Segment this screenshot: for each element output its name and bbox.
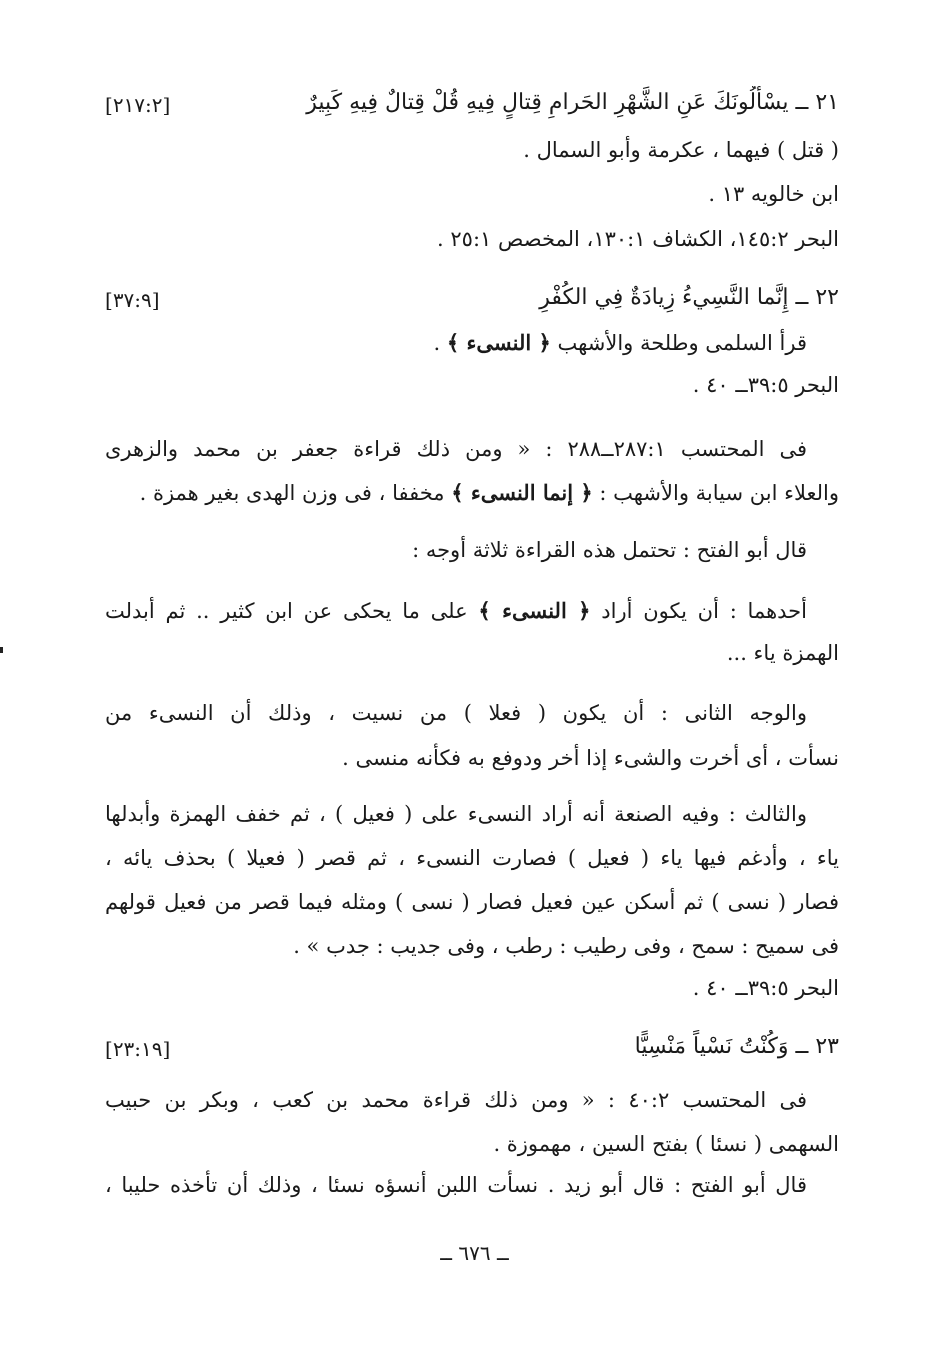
- verse-22-reference: [٣٧:٩]: [105, 288, 160, 312]
- verse-21-reference: [٢١٧:٢]: [105, 93, 171, 117]
- abu-fath-statement-2: قال أبو الفتح : قال أبو زيد . نسأت اللبن أنسؤه نسئا ، وذلك أن تأخذه حليبا ،: [105, 1173, 807, 1197]
- second-interpretation-line-1: والوجه الثانى : أن يكون ( فعلا ) من نسيت ، وذلك أن النسىء من: [105, 701, 807, 725]
- third-interpretation-line-3: فصار ( نسى ) ثم أسكن عين فعيل فصار ( نسى ) ومثله فيما قصر من فعيل قولهم: [105, 890, 839, 914]
- muhtasab-1-line-2: والعلاء ابن سيابة والأشهب : ﴿ إنما النسىء ﴾ مخففا ، فى وزن الهدى بغير همزة .: [139, 480, 839, 505]
- entry-21-source-ibn-khalawayh: ابن خالويه ١٣ .: [708, 182, 839, 206]
- scan-mark: [0, 647, 3, 653]
- entry-22-reading: قرأ السلمى وطلحة والأشهب ﴿ النسىء ﴾ .: [433, 330, 807, 355]
- entry-21-sources: البحر ١٤٥:٢، الكشاف ١٣٠:١، المخصص ٢٥:١ .: [437, 227, 839, 251]
- first-interpretation-line-2: الهمزة ياء ...: [726, 641, 839, 665]
- second-interpretation-line-2: نسأت ، أى أخرت والشىء إذا أخر ودوفع به فكأنه منسى .: [342, 746, 839, 770]
- abu-fath-statement-1: قال أبو الفتح : تحتمل هذه القراءة ثلاثة أوجه :: [412, 538, 807, 562]
- verse-21: ٢١ ــ يسْأَلُونَكَ عَنِ الشَّهْرِ الحَرامِ قِتالٍ فِيهِ قُلْ قِتالٌ فِيهِ كَبِيرٌ: [306, 90, 839, 115]
- entry-22-source: البحر ٣٩:٥ــ ٤٠ .: [692, 373, 839, 397]
- muhtasab-1-line-1: فى المحتسب ٢٨٧:١ــ٢٨٨ : « ومن ذلك قراءة جعفر بن محمد والزهرى: [105, 437, 807, 461]
- entry-21-reading: ( قتل ) فيهما ، عكرمة وأبو السمال .: [523, 138, 839, 162]
- third-interpretation-line-4: فى سميح : سمح ، وفى رطيب : رطب ، وفى جديب : جدب » .: [293, 934, 839, 958]
- muhtasab-2-line-1: فى المحتسب ٤٠:٢ : « ومن ذلك قراءة محمد بن كعب ، وبكر بن حبيب: [105, 1088, 807, 1112]
- muhtasab-2-line-2: السهمى ( نسئا ) بفتح السين ، مهموزة .: [493, 1132, 839, 1156]
- third-interpretation-line-1: والثالث : وفيه الصنعة أنه أراد النسىء على ( فعيل ) ، ثم خفف الهمزة وأبدلها: [105, 802, 807, 826]
- first-interpretation-line-1: أحدهما : أن يكون أراد ﴿ النسىء ﴾ على ما يحكى عن ابن كثير .. ثم أبدلت: [105, 598, 807, 623]
- reading-highlight: ﴿ النسىء ﴾: [446, 330, 551, 355]
- third-interpretation-source: البحر ٣٩:٥ــ ٤٠ .: [692, 976, 839, 1000]
- reading-highlight: ﴿ إنما النسىء ﴾: [451, 480, 593, 505]
- page-number: ــ ٦٧٦ ــ: [440, 1241, 509, 1265]
- third-interpretation-line-2: ياء ، وأدغم فيها ياء ( فعيل ) فصارت النسىء ، ثم قصر ( فعيلا ) بحذف يائه ،: [105, 846, 839, 870]
- verse-23-reference: [٢٣:١٩]: [105, 1037, 171, 1061]
- verse-23: ٢٣ ــ وَكُنْتُ نَسْياً مَنْسِيًّا: [634, 1034, 839, 1059]
- verse-22: ٢٢ ــ إِنَّما النَّسِيءُ زِيادَةٌ فِي الكُفْرِ: [539, 285, 839, 310]
- reading-highlight: ﴿ النسىء ﴾: [478, 598, 591, 623]
